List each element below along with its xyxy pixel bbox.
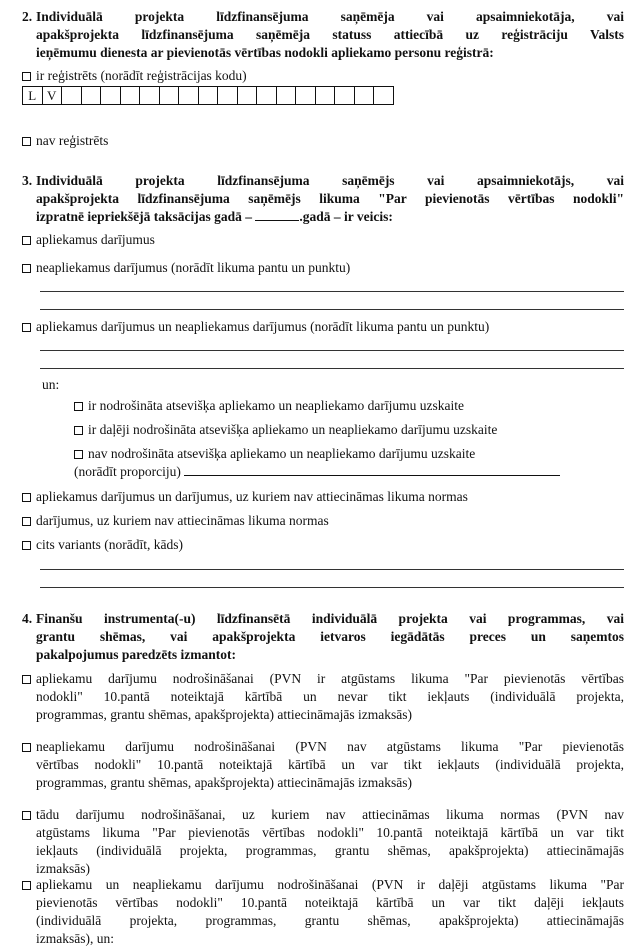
option-out-of-scope[interactable] [22,512,624,530]
sub-option-no-accounting[interactable] [74,445,624,463]
use-mixed-line-2: pievienotās vērtības nodokli" 10.pantā noteiktajā kārtībā un var tikt daļēji iekļauts [36,895,624,910]
use-option-non-taxable[interactable] [22,738,624,792]
section-4-number: 4. [22,611,33,626]
use-mixed-line-3: (individuālā projekta, programmas, grantu shēmas, apakšprojekta) attiecināmajās [36,913,624,928]
option-not-registered[interactable] [22,132,624,150]
option-other-label: cits variants (norādīt, kāds) [36,537,183,552]
section-3-line-3-post: .gadā – ir veicis: [299,209,393,224]
use-non-taxable-line-1: neapliekamu darījumu nodrošināšanai (PVN nav atgūstams likuma "Par pievienotās [36,739,624,754]
sub-option-separate-accounting-label: ir nodrošināta atsevišķa apliekamo un neapliekamo darījumu uzskaite [88,398,465,413]
section-4-line-2: grantu shēmas, vai apakšprojekta ietvaros iegādātās preces un saņemtos [36,629,624,644]
other-answer-line-1[interactable] [40,569,624,570]
use-out-of-scope-line-1: tādu darījumu nodrošināšanai, uz kuriem nav attiecināmas likuma normas (PVN nav [36,807,624,822]
code-cell[interactable] [334,86,355,105]
section-2-line-1: Individuālā projekta līdzfinansējuma saņēmēja vai apsaimniekotāja, vai [36,9,624,24]
year-blank-field[interactable] [255,208,299,221]
mixed-answer-line-1[interactable] [40,350,624,351]
section-4-line-3: pakalpojumus paredzēts izmantot: [36,647,237,662]
sub-option-partial-accounting[interactable] [74,421,624,439]
option-taxable-and-out-of-scope[interactable] [22,488,624,506]
section-2-line-3: ieņēmumu dienesta ar pievienotās vērtības nodokli apliekamo personu reģistrā: [36,45,494,60]
section-4-line-1: Finanšu instrumenta(-u) līdzfinansētā individuālā projekta vai programmas, vai [36,611,624,626]
option-taxable-label: apliekamus darījumus [36,232,155,247]
taxable-and-non-taxable-checkbox[interactable] [22,323,31,332]
sub-option-no-accounting-label: nav nodrošināta atsevišķa apliekamo un neapliekamo darījumu uzskaite [88,446,476,461]
code-cell[interactable] [295,86,316,105]
section-2-number: 2. [22,9,33,24]
use-taxable-line-1: apliekamu darījumu nodrošināšanai (PVN ir atgūstams likuma "Par pievienotās vērtības [36,671,624,686]
section-3-line-3 [22,208,624,226]
section-2-heading [22,8,624,62]
non-taxable-answer-line-1[interactable] [40,291,624,292]
sub-option-separate-accounting[interactable] [74,397,624,415]
option-non-taxable-label: neapliekamus darījumus (norādīt likuma pantu un punktu) [36,260,351,275]
section-3-line-2: apakšprojekta līdzfinansējuma saņēmējs likuma "Par pievienotās vērtības nodokli" [36,191,624,206]
un-label: un: [42,377,60,392]
use-out-of-scope-line-3: iekļauts (individuālā projekta, programmas, grantu shēmas, apakšprojekta) attiecināmajās [36,843,624,858]
code-cell[interactable] [315,86,336,105]
option-registered[interactable] [22,67,624,85]
proportion-label: (norādīt proporciju) [74,464,181,479]
not-registered-checkbox[interactable] [22,137,31,146]
other-checkbox[interactable] [22,541,31,550]
option-registered-label: ir reģistrēts (norādīt reģistrācijas kodu) [36,68,247,83]
non-taxable-checkbox[interactable] [22,264,31,273]
use-taxable-line-2: nodokli" 10.pantā noteiktajā kārtībā un nevar tikt iekļauts (individuālā projekta, [36,689,624,704]
section-4-heading [22,610,624,664]
use-non-taxable-line-2: vērtības nodokli" 10.pantā noteiktajā kārtībā un var tikt iekļauts (individuālā projekta, [36,757,624,772]
section-3-heading [22,172,624,226]
use-option-out-of-scope[interactable] [22,806,624,878]
code-cell[interactable] [81,86,102,105]
code-cell[interactable] [217,86,238,105]
option-taxable-and-non-taxable-label: apliekamus darījumus un neapliekamus darījumus (norādīt likuma pantu un punktu) [36,319,490,334]
use-non-taxable-checkbox[interactable] [22,743,31,752]
code-cell[interactable] [61,86,82,105]
proportion-line [74,463,624,481]
other-answer-line-2[interactable] [40,587,624,588]
section-3-line-1: Individuālā projekta līdzfinansējuma saņēmējs vai apsaimniekotājs, vai [36,173,624,188]
use-option-mixed[interactable] [22,876,624,948]
use-mixed-line-1: apliekamu un neapliekamu darījumu nodrošināšanai (PVN ir daļēji atgūstams likuma "Par [36,877,624,892]
code-cell[interactable] [276,86,297,105]
use-out-of-scope-line-4: izmaksās) [36,861,90,876]
option-taxable-and-non-taxable[interactable] [22,318,624,336]
code-cell[interactable] [120,86,141,105]
option-other[interactable] [22,536,624,554]
option-not-registered-label: nav reģistrēts [36,133,109,148]
code-cell-prefix-2: V [42,86,63,105]
option-taxable-and-out-of-scope-label: apliekamus darījumus un darījumus, uz kuriem nav attiecināmas likuma normas [36,489,468,504]
out-of-scope-checkbox[interactable] [22,517,31,526]
use-non-taxable-line-3: programmas, grantu shēmas, apakšprojekta) attiecināmajās izmaksās) [36,775,412,790]
option-taxable[interactable] [22,231,624,249]
code-cell[interactable] [139,86,160,105]
taxable-checkbox[interactable] [22,236,31,245]
code-cell[interactable] [100,86,121,105]
code-cell[interactable] [256,86,277,105]
use-mixed-line-4: izmaksās), un: [36,931,114,946]
registration-code-boxes [22,86,394,105]
section-3-line-3-pre: izpratnē iepriekšējā taksācijas gadā – [36,209,252,224]
use-taxable-checkbox[interactable] [22,675,31,684]
separate-accounting-checkbox[interactable] [74,402,83,411]
use-mixed-checkbox[interactable] [22,881,31,890]
use-out-of-scope-line-2: atgūstams likuma "Par pievienotās vērtības nodokli" 10.pantā noteiktajā kārtībā un var tikt [36,825,624,840]
code-cell[interactable] [198,86,219,105]
taxable-and-out-of-scope-checkbox[interactable] [22,493,31,502]
code-cell[interactable] [178,86,199,105]
option-out-of-scope-label: darījumus, uz kuriem nav attiecināmas likuma normas [36,513,329,528]
code-cell[interactable] [373,86,394,105]
registered-checkbox[interactable] [22,72,31,81]
option-non-taxable[interactable] [22,259,624,277]
section-3-number: 3. [22,173,33,188]
sub-option-partial-accounting-label: ir daļēji nodrošināta atsevišķa apliekamo un neapliekamo darījumu uzskaite [88,422,498,437]
use-option-taxable[interactable] [22,670,624,724]
proportion-field[interactable] [184,463,560,476]
mixed-answer-line-2[interactable] [40,368,624,369]
code-cell[interactable] [354,86,375,105]
code-cell[interactable] [159,86,180,105]
section-2-line-2: apakšprojekta līdzfinansējuma saņēmēja statuss attiecībā uz reģistrāciju Valsts [36,27,624,42]
use-out-of-scope-checkbox[interactable] [22,811,31,820]
partial-accounting-checkbox[interactable] [74,426,83,435]
code-cell[interactable] [237,86,258,105]
no-accounting-checkbox[interactable] [74,450,83,459]
non-taxable-answer-line-2[interactable] [40,309,624,310]
use-taxable-line-3: programmas, grantu shēmas, apakšprojekta) attiecināmajās izmaksās) [36,707,412,722]
code-cell-prefix-1: L [22,86,43,105]
